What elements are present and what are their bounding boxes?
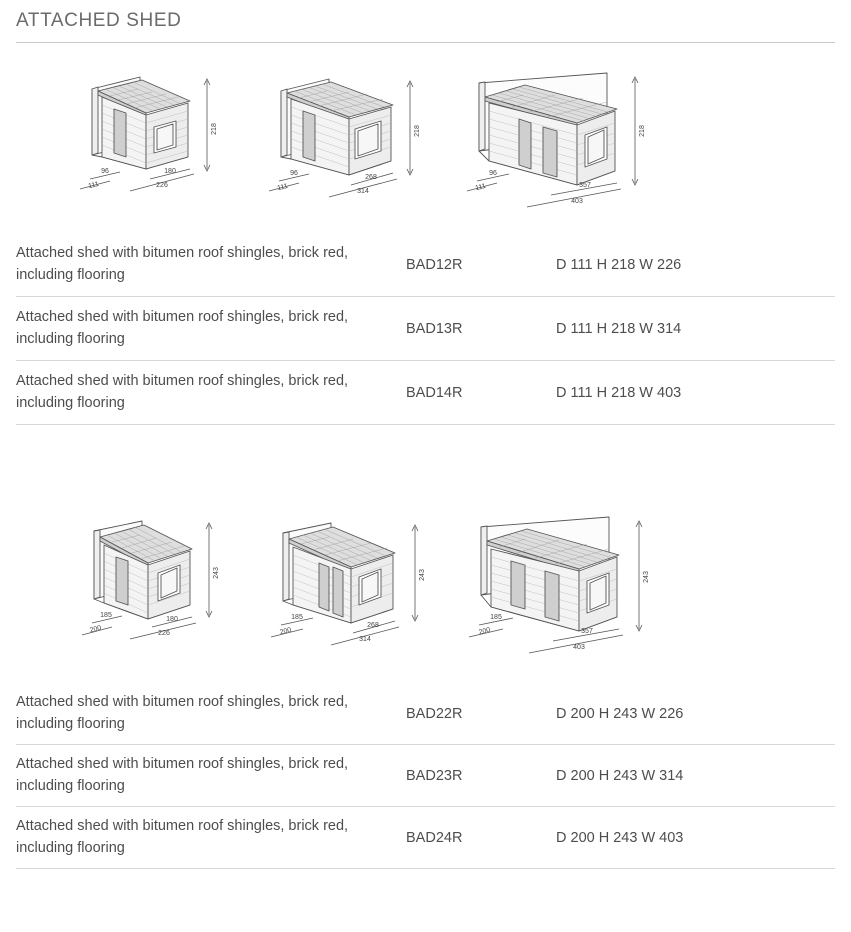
spec-code: BAD12R [406, 256, 463, 273]
dim-width-b: 314 [357, 188, 369, 195]
figure-bad24r [467, 511, 697, 661]
page-title: ATTACHED SHED [16, 10, 182, 31]
spec-description: Attached shed with bitumen roof shingles, brick red, including flooring [16, 817, 349, 856]
dim-width-b: 403 [573, 644, 585, 651]
dim-depth-a: 96 [290, 170, 298, 177]
dim-depth-a: 96 [101, 168, 109, 175]
dim-height: 218 [211, 123, 218, 135]
dim-height: 243 [419, 569, 426, 581]
spec-dimensions: D 200 H 243 W 403 [556, 829, 684, 846]
dim-depth-b: 111 [87, 180, 100, 191]
spec-description: Attached shed with bitumen roof shingles, brick red, including flooring [16, 693, 349, 732]
spec-description: Attached shed with bitumen roof shingles, brick red, including flooring [16, 244, 349, 283]
figure-row-group-1 [16, 61, 835, 211]
dim-height: 218 [414, 125, 421, 137]
spec-dimensions: D 111 H 218 W 314 [556, 320, 682, 337]
dim-width-a: 180 [166, 616, 178, 623]
figure-bad13r [267, 61, 467, 211]
table-row [16, 683, 835, 745]
table-row [16, 361, 835, 425]
dim-depth-a: 96 [489, 170, 497, 177]
table-row [16, 297, 835, 361]
dim-depth-b: 111 [474, 182, 487, 193]
table-row [16, 233, 835, 297]
spec-code: BAD22R [406, 705, 463, 722]
dim-depth-b: 200 [478, 626, 492, 637]
dim-width-b: 314 [359, 636, 371, 643]
spec-description: Attached shed with bitumen roof shingles, brick red, including flooring [16, 372, 349, 411]
title-divider [16, 42, 835, 43]
dim-height: 243 [643, 571, 650, 583]
spec-code: BAD14R [406, 384, 463, 401]
dim-depth-b: 200 [89, 624, 103, 635]
spec-code: BAD13R [406, 320, 463, 337]
dim-depth-a: 185 [100, 612, 112, 619]
table-row [16, 807, 835, 869]
spec-table-group-1 [16, 233, 835, 425]
dim-depth-b: 111 [276, 182, 289, 193]
dim-width-a: 180 [164, 168, 176, 175]
spec-dimensions: D 200 H 243 W 314 [556, 767, 684, 784]
figure-row-group-2 [16, 511, 835, 661]
spec-description: Attached shed with bitumen roof shingles, brick red, including flooring [16, 755, 349, 794]
figure-bad22r [72, 511, 267, 661]
dim-width-b: 226 [156, 182, 168, 189]
dim-width-a: 268 [365, 174, 377, 181]
section-spacer [16, 425, 835, 511]
dim-height: 243 [213, 567, 220, 579]
spec-code: BAD24R [406, 829, 463, 846]
figure-bad23r [267, 511, 467, 661]
dim-depth-b: 200 [279, 626, 293, 637]
table-row [16, 745, 835, 807]
spec-dimensions: D 111 H 218 W 403 [556, 384, 682, 401]
spec-dimensions: D 111 H 218 W 226 [556, 256, 682, 273]
dim-depth-a: 185 [291, 614, 303, 621]
spec-description: Attached shed with bitumen roof shingles, brick red, including flooring [16, 308, 349, 347]
spec-table-group-2 [16, 683, 835, 869]
dim-width-b: 403 [571, 198, 583, 205]
dim-width-a: 357 [579, 182, 591, 189]
spec-dimensions: D 200 H 243 W 226 [556, 705, 684, 722]
figure-bad12r [72, 61, 267, 211]
spec-code: BAD23R [406, 767, 463, 784]
dim-height: 218 [639, 125, 646, 137]
dim-width-a: 357 [581, 628, 593, 635]
figure-bad14r [467, 61, 697, 211]
dim-width-a: 268 [367, 622, 379, 629]
dim-width-b: 226 [158, 630, 170, 637]
dim-depth-a: 185 [490, 614, 502, 621]
